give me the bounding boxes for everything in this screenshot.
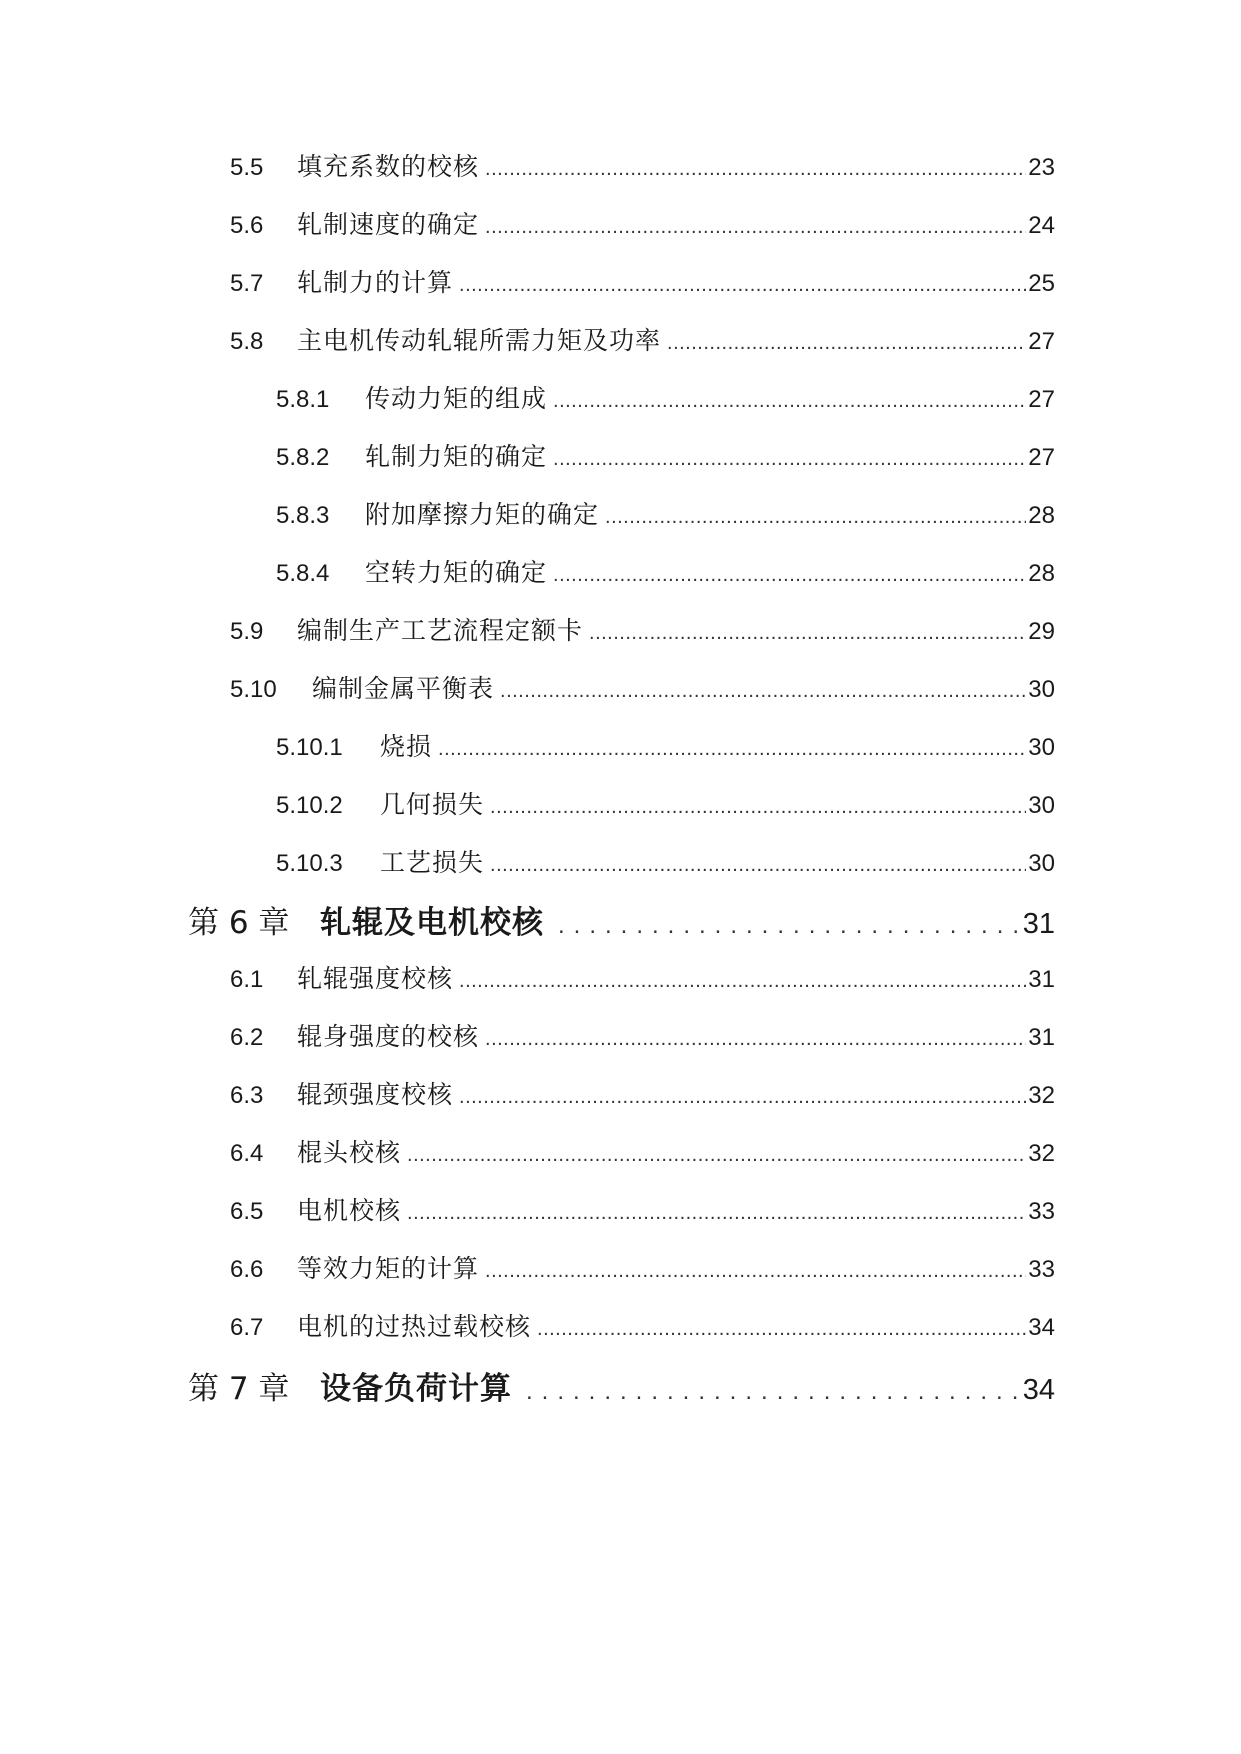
toc-entry-number: 6.7 (230, 1314, 264, 1341)
toc-entry-number: 5.8.1 (276, 386, 330, 413)
toc-entry[interactable] (276, 437, 1055, 477)
toc-entry-page: 30 (1028, 850, 1055, 877)
toc-entry-number: 5.10.3 (276, 850, 343, 877)
dot-leader (490, 796, 1026, 819)
dot-leader (459, 1086, 1026, 1109)
toc-entry-number: 6.4 (230, 1140, 264, 1167)
toc-chapter-entry[interactable] (188, 897, 1055, 943)
toc-entry-page: 32 (1028, 1082, 1055, 1109)
toc-entry-title: 空转力矩的确定 (365, 558, 548, 587)
dot-leader (485, 1260, 1026, 1283)
toc-entry-title: 烧损 (380, 732, 433, 761)
toc-entry[interactable] (230, 959, 1055, 999)
dot-leader (490, 854, 1026, 877)
toc-entry-page: 31 (1028, 966, 1055, 993)
dot-leader (500, 680, 1026, 703)
toc-entry-number: 5.8.3 (276, 502, 330, 529)
dot-leader (553, 564, 1026, 587)
toc-entry-page: 31 (1028, 1024, 1055, 1051)
toc-entry-title: 编制生产工艺流程定额卡 (297, 616, 584, 645)
toc-entry[interactable] (230, 1133, 1055, 1173)
toc-entry[interactable] (230, 263, 1055, 303)
toc-chapter-page: 34 (1022, 1374, 1055, 1406)
toc-entry-page: 27 (1028, 328, 1055, 355)
toc-entry-title: 辊颈强度校核 (297, 1080, 454, 1109)
toc-entry-title: 电机校核 (297, 1196, 402, 1225)
toc-entry-title: 轧制速度的确定 (297, 210, 480, 239)
toc-chapter-page: 31 (1022, 908, 1055, 940)
toc-chapter-entry[interactable] (188, 1363, 1055, 1409)
toc-entry[interactable] (276, 785, 1055, 825)
toc-entry-number: 5.6 (230, 212, 264, 239)
toc-entry[interactable] (230, 321, 1055, 361)
toc-entry-title: 工艺损失 (380, 848, 485, 877)
toc-entry-number: 6.3 (230, 1082, 264, 1109)
dot-leader (485, 158, 1026, 181)
toc-entry-number: 5.10.1 (276, 734, 343, 761)
toc-entry-number: 6.5 (230, 1198, 264, 1225)
toc-entry-title: 填充系数的校核 (297, 152, 480, 181)
toc-entry[interactable] (230, 1307, 1055, 1347)
toc-entry-page: 24 (1028, 212, 1055, 239)
toc-entry-number: 6.1 (230, 966, 264, 993)
toc-entry-page: 28 (1028, 502, 1055, 529)
toc-entry-title: 辊身强度的校核 (297, 1022, 480, 1051)
dot-leader (558, 912, 1021, 940)
dot-leader (589, 622, 1026, 645)
dot-leader (459, 274, 1026, 297)
toc-entry-number: 5.8.2 (276, 444, 330, 471)
toc-entry-page: 30 (1028, 734, 1055, 761)
dot-leader (407, 1144, 1026, 1167)
toc-entry[interactable] (230, 669, 1055, 709)
toc-entry-page: 30 (1028, 676, 1055, 703)
toc-entry[interactable] (230, 1191, 1055, 1231)
toc-entry-page: 25 (1028, 270, 1055, 297)
dot-leader (667, 332, 1026, 355)
toc-entry[interactable] (230, 205, 1055, 245)
toc-chapter-number: 第 6 章 (188, 905, 290, 941)
toc-entry-page: 27 (1028, 386, 1055, 413)
dot-leader (526, 1378, 1021, 1406)
toc-entry[interactable] (276, 495, 1055, 535)
toc-entry-number: 5.7 (230, 270, 264, 297)
toc-entry-title: 轧辊强度校核 (297, 964, 454, 993)
toc-entry-title: 轧制力矩的确定 (365, 442, 548, 471)
toc-chapter-number: 第 7 章 (188, 1371, 290, 1407)
toc-entry-page: 33 (1028, 1256, 1055, 1283)
toc-entry-number: 5.9 (230, 618, 264, 645)
toc-entry-number: 5.8.4 (276, 560, 330, 587)
toc-entry[interactable] (276, 553, 1055, 593)
dot-leader (438, 738, 1026, 761)
toc-chapter-title: 设备负荷计算 (320, 1371, 512, 1407)
toc-entry-title: 主电机传动轧辊所需力矩及功率 (297, 326, 662, 355)
toc-entry-title: 传动力矩的组成 (365, 384, 548, 413)
toc-entry-number: 5.10 (230, 676, 277, 703)
toc-entry-number: 5.10.2 (276, 792, 343, 819)
toc-entry[interactable] (230, 611, 1055, 651)
toc-entry[interactable] (230, 1017, 1055, 1057)
toc-chapter-title: 轧辊及电机校核 (320, 905, 544, 941)
toc-entry-page: 27 (1028, 444, 1055, 471)
dot-leader (605, 506, 1026, 529)
toc-entry-page: 29 (1028, 618, 1055, 645)
toc-entry-page: 32 (1028, 1140, 1055, 1167)
toc-entry-title: 附加摩擦力矩的确定 (365, 500, 600, 529)
toc-entry-number: 5.8 (230, 328, 264, 355)
dot-leader (537, 1318, 1026, 1341)
toc-entry-page: 33 (1028, 1198, 1055, 1225)
toc-entry-title: 棍头校核 (297, 1138, 402, 1167)
toc-entry[interactable] (230, 147, 1055, 187)
toc-entry-title: 轧制力的计算 (297, 268, 454, 297)
toc-entry-page: 34 (1028, 1314, 1055, 1341)
toc-entry-title: 编制金属平衡表 (312, 674, 495, 703)
toc-entry-title: 等效力矩的计算 (297, 1254, 480, 1283)
toc-entry-number: 6.2 (230, 1024, 264, 1051)
dot-leader (485, 1028, 1026, 1051)
dot-leader (459, 970, 1026, 993)
toc-entry-page: 28 (1028, 560, 1055, 587)
toc-entry-title: 几何损失 (380, 790, 485, 819)
dot-leader (553, 390, 1026, 413)
toc-entry-title: 电机的过热过载校核 (297, 1312, 532, 1341)
dot-leader (407, 1202, 1026, 1225)
toc-entry-page: 23 (1028, 154, 1055, 181)
toc-entry-number: 5.5 (230, 154, 264, 181)
toc-entry-page: 30 (1028, 792, 1055, 819)
toc-entry-number: 6.6 (230, 1256, 264, 1283)
dot-leader (485, 216, 1026, 239)
toc-entry[interactable] (276, 843, 1055, 883)
toc-entry[interactable] (230, 1249, 1055, 1289)
toc-entry[interactable] (276, 379, 1055, 419)
toc-entry[interactable] (230, 1075, 1055, 1115)
dot-leader (553, 448, 1026, 471)
toc-entry[interactable] (276, 727, 1055, 767)
